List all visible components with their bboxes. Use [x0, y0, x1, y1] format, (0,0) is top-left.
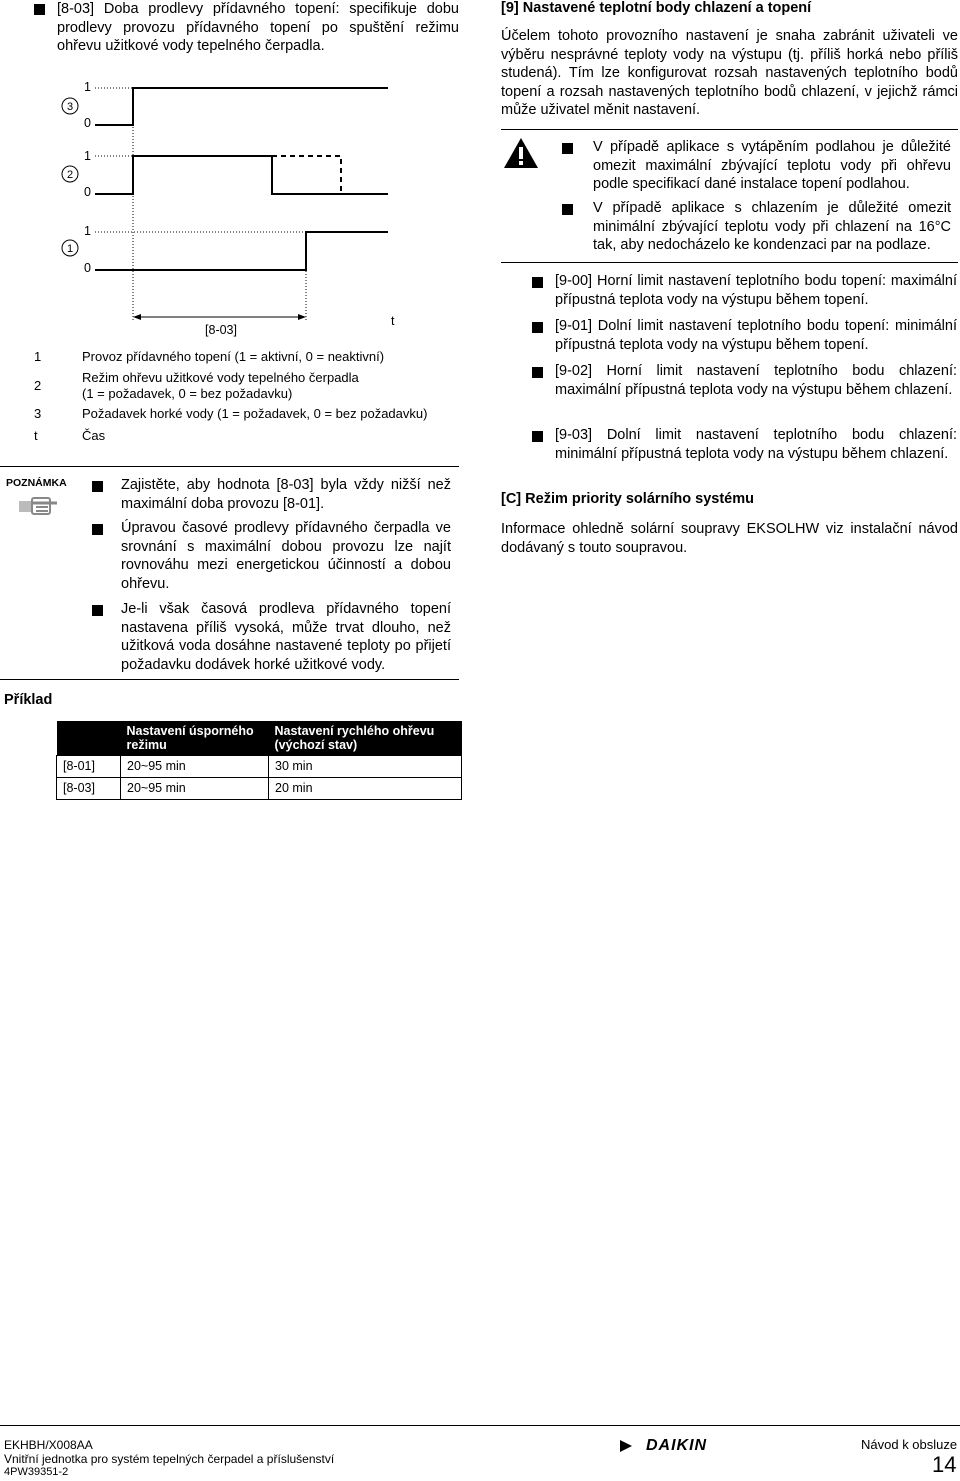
warning-item-1: V případě aplikace s vytápěním podlahou je důležité omezit maximální zbývající teplotu vody při ohřevu podle specifikací dané instalace topení podlahou. [593, 139, 951, 192]
setting-9-01: [9-01] Dolní limit nastavení teplotního bodu topení: minimální přípustná teplota vody na výstupu během topení. [555, 318, 957, 353]
table-header-fast: Nastavení rychlého ohřevu (výchozí stav) [269, 721, 462, 756]
solar-heading: [C] Režim priority solárního systému [501, 491, 754, 507]
section-9-intro: Účelem tohoto provozního nastavení je snaha zabránit uživateli ve výběru nesprávné teploty vody na výstupu (tj. příliš horká nebo příliš studená). Tím lze konfigurovat rozsah nastavených teplotního bodů topení a rozsah nastavených teplotního bodů chlazení, v jejichž rámci může uživatel měnit nastavení. [501, 28, 958, 118]
bullet-square [562, 143, 573, 154]
legend-text-2: Režim ohřevu užitkové vody tepelného čerpadla [82, 370, 359, 385]
row1-one-label: 1 [84, 224, 91, 238]
warning-item-2: V případě aplikace s chlazením je důležité omezit minimální zbývající teplotu vody při chlazení na 16°C tak, aby nedocházelo ke kondenzaci par na podlaze. [593, 200, 951, 253]
marker-3: 3 [66, 101, 74, 113]
marker-1: 1 [66, 243, 74, 255]
table-header-empty [57, 721, 121, 756]
table-cell: [8-03] [57, 778, 121, 800]
footer-divider [0, 1425, 960, 1426]
legend-key-3: 3 [34, 406, 42, 421]
signal-2 [95, 156, 388, 194]
table-cell: 30 min [269, 756, 462, 778]
bullet-square [562, 204, 573, 215]
signal-3 [95, 88, 388, 125]
legend-text-2b: (1 = požadavek, 0 = bez požadavku) [82, 386, 293, 401]
section-9-heading: [9] Nastavené teplotní body chlazení a topení [501, 0, 812, 16]
arrow-head-left [133, 314, 141, 320]
bullet-square [532, 367, 543, 378]
page-number: 14 [932, 1452, 957, 1477]
timing-diagram [0, 70, 460, 345]
footer-model: EKHBH/X008AA [4, 1438, 93, 1452]
row1-zero-label: 0 [84, 261, 91, 275]
legend-key-1: 1 [34, 349, 42, 364]
signal-2-dashed [272, 156, 341, 194]
bullet-square [92, 481, 103, 492]
solar-text: Informace ohledně solární soupravy EKSOLHW viz instalační návod dodávaný s touto soupravou. [501, 521, 958, 556]
table-row [57, 778, 462, 800]
legend-text-3: Požadavek horké vody (1 = požadavek, 0 = bez požadavku) [82, 406, 428, 421]
legend-text-t: Čas [82, 428, 106, 443]
note-item-1: Zajistěte, aby hodnota [8-03] byla vždy nižší než maximální doba provozu [8-01]. [121, 477, 451, 512]
setting-9-02: [9-02] Horní limit nastavení teplotního bodu chlazení: maximální přípustná teplota vody na výstupu během chlazení. [555, 363, 957, 398]
row2-one-label: 1 [84, 149, 91, 163]
pointing-hand-icon [17, 494, 59, 518]
row2-zero-label: 0 [84, 185, 91, 199]
bullet-square [532, 277, 543, 288]
footer-doc: 4PW39351-2 [4, 1466, 69, 1478]
legend-key-2: 2 [34, 378, 42, 393]
time-axis-label: t [391, 314, 395, 328]
divider [501, 262, 958, 263]
bullet-square [92, 605, 103, 616]
table-cell: [8-01] [57, 756, 121, 778]
intro-8-03-text: [8-03] Doba prodlevy přídavného topení: specifikuje dobu prodlevy provozu přídavného topení po spuštění režimu ohřevu užitkové vody tepelného čerpadla. [57, 1, 459, 54]
bullet-square [92, 524, 103, 535]
legend-key-t: t [34, 428, 38, 443]
table-row [57, 756, 462, 778]
footer-title: Vnitřní jednotka pro systém tepelných čerpadel a příslušenství [4, 1452, 335, 1466]
divider [501, 129, 958, 130]
warning-icon [503, 136, 539, 170]
bullet-square [532, 431, 543, 442]
table-cell: 20 min [269, 778, 462, 800]
note-label: POZNÁMKA [6, 477, 67, 489]
delay-label: [8-03] [205, 323, 237, 337]
row3-one-label: 1 [84, 80, 91, 94]
daikin-logo: DAIKIN [646, 1437, 708, 1454]
table-header-eco: Nastavení úsporného režimu [121, 721, 269, 756]
marker-2: 2 [66, 169, 74, 181]
table-cell: 20~95 min [121, 756, 269, 778]
example-heading: Příklad [4, 692, 53, 708]
divider [0, 679, 459, 680]
bullet-square [34, 4, 45, 15]
daikin-logo-mark [618, 1439, 640, 1453]
row3-zero-label: 0 [84, 116, 91, 130]
legend-text-1: Provoz přídavného topení (1 = aktivní, 0 = neaktivní) [82, 349, 385, 364]
note-item-2: Úpravou časové prodlevy přídavného čerpadla ve srovnání s maximální dobou provozu lze najít rovnováhu mezi energetickou účinností a dobou ohřevu. [121, 520, 451, 592]
signal-1 [95, 232, 388, 270]
setting-9-00: [9-00] Horní limit nastavení teplotního bodu topení: maximální přípustná teplota vody na výstupu během topení. [555, 273, 957, 308]
divider [0, 466, 459, 467]
arrow-head-right [298, 314, 306, 320]
note-item-3: Je-li však časová prodleva přídavného topení nastavena příliš vysoká, může trvat dlouho, než užitková voda dosáhne nastavené teploty po přijetí požadavku dodávek horké užitkové vody. [121, 601, 451, 673]
table-cell: 20~95 min [121, 778, 269, 800]
bullet-square [532, 322, 543, 333]
footer-manual: Návod k obsluze [861, 1437, 958, 1452]
setting-9-03: [9-03] Dolní limit nastavení teplotního bodu chlazení: minimální přípustná teplota vody na výstupu během chlazení. [555, 427, 957, 462]
example-table [56, 721, 462, 800]
